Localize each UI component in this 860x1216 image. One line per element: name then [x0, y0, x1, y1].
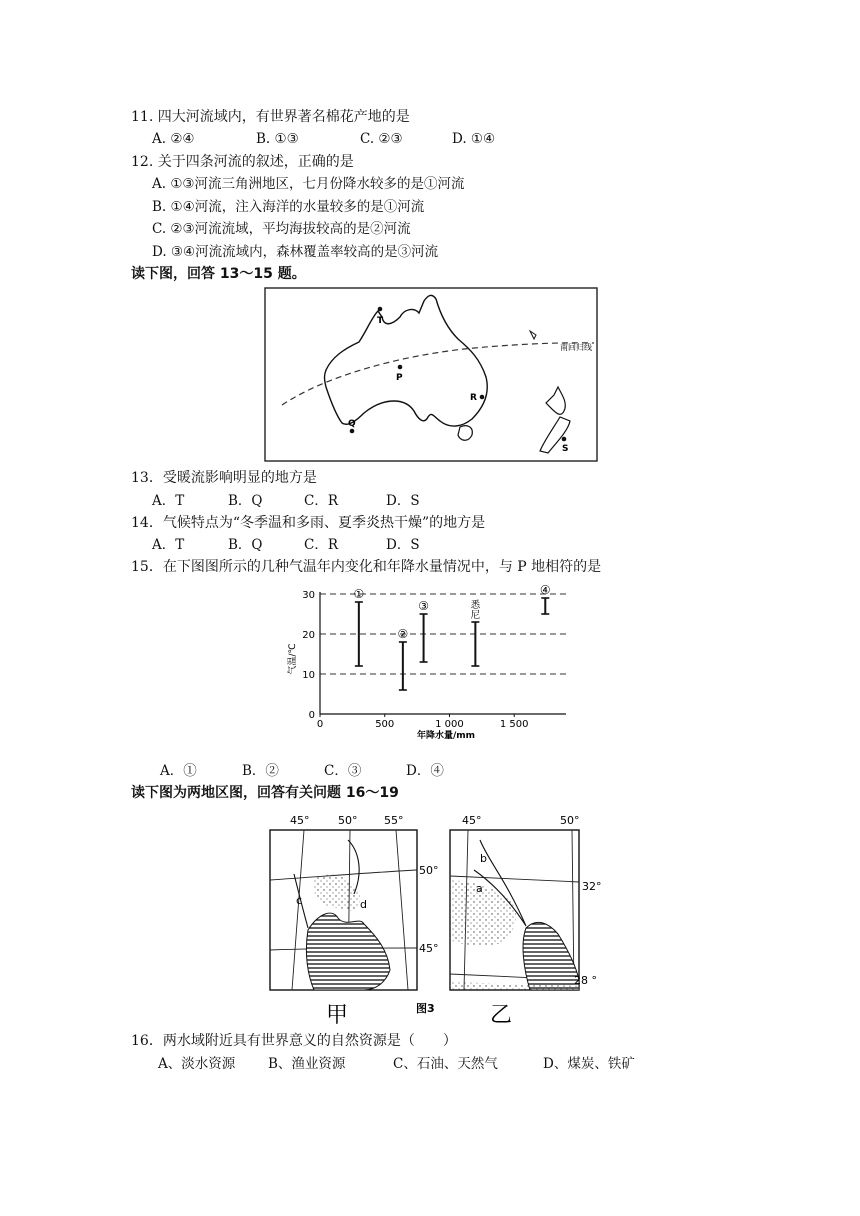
x-tick-label: 0 [316, 719, 324, 730]
point-q-dot [350, 429, 355, 434]
y-tick-label: 30 [302, 590, 315, 601]
climate-range-chart [286, 580, 576, 744]
x-tick-label: 1 000 [435, 719, 464, 730]
chart-grid [320, 594, 566, 674]
series-label-4: 悉 [470, 600, 481, 611]
series-label-3: ③ [418, 599, 429, 613]
q16-stem: 16．两水域附近具有世界意义的自然资源是（ ） [131, 1033, 457, 1049]
q16-options [158, 1055, 635, 1073]
x-tick-label: 1 500 [499, 719, 529, 730]
yi-lat-28: 28 ° [574, 974, 597, 987]
jia-lon-45: 45° [290, 814, 310, 827]
q15-option-b[interactable]: B．② [242, 763, 279, 779]
q14-option-d[interactable]: D．S [386, 537, 420, 553]
q16-option-b[interactable]: B、渔业资源 [268, 1056, 346, 1072]
q14-stem: 14．气候特点为“冬季温和多雨、夏季炎热干燥”的地方是 [131, 515, 486, 531]
point-q-label: Q [348, 419, 356, 429]
map-jia [270, 814, 439, 1026]
point-s-dot [562, 437, 567, 442]
q15-option-c[interactable]: C．③ [324, 763, 362, 779]
q13-stem: 13．受暖流影响明显的地方是 [131, 470, 317, 486]
map-yi [450, 814, 602, 1026]
q11-option-b[interactable]: B. ①③ [256, 131, 299, 147]
q12-option-d[interactable]: D. ③④河流流域内，森林覆盖率较高的是③河流 [152, 244, 439, 260]
jia-label-c: c [296, 894, 303, 907]
q14-option-b[interactable]: B．Q [228, 537, 263, 553]
lead-16-19: 读下图为两地区图，回答有关问题 16～19 [131, 785, 399, 801]
y-tick-label: 0 [308, 710, 315, 721]
chart-ticks [302, 590, 528, 730]
q15-stem: 15．在下图图所示的几种气温年内变化和年降水量情况中，与 P 地相符的是 [131, 559, 602, 575]
australia-map [264, 287, 598, 462]
jia-lon-55: 55° [384, 814, 404, 827]
series-label-4: 尼 [470, 610, 481, 621]
x-tick-label: 500 [375, 719, 395, 730]
tropic-label: 南回归线 [560, 343, 592, 352]
yi-lat-32: 32° [582, 880, 602, 893]
point-p-label: P [396, 373, 403, 383]
q11-option-d[interactable]: D. ①④ [452, 131, 496, 147]
q12-option-a[interactable]: A. ①③河流三角洲地区，七月份降水较多的是①河流 [152, 176, 465, 192]
yi-lon-50: 50° [560, 814, 580, 827]
q13-option-a[interactable]: A．T [152, 493, 185, 509]
q15-option-d[interactable]: D．④ [406, 763, 444, 779]
q13-option-c[interactable]: C．R [304, 493, 338, 509]
q16-option-c[interactable]: C、石油、天然气 [393, 1056, 498, 1072]
jia-lat-45: 45° [419, 942, 439, 955]
y-axis-label: 气温/℃ [288, 643, 298, 675]
yi-label-b: b [480, 852, 487, 865]
x-axis-label: 年降水量/mm [416, 731, 476, 741]
lead-13-15: 读下图，回答 13～15 题。 [131, 266, 306, 282]
q11-option-c[interactable]: C. ②③ [360, 131, 403, 147]
q15-options [160, 762, 444, 780]
q16-option-d[interactable]: D、煤炭、铁矿 [543, 1056, 635, 1072]
series-label-5: ④ [539, 583, 551, 597]
q11-stem: 11. 四大河流域内，有世界著名棉花产地的是 [131, 109, 410, 125]
q15-option-a[interactable]: A．① [160, 763, 197, 779]
jia-lon-50: 50° [338, 814, 358, 827]
figure-label: 图3 [416, 1002, 435, 1015]
q13-option-d[interactable]: D．S [386, 493, 420, 509]
point-p-dot [398, 365, 403, 370]
jia-lat-50: 50° [419, 864, 439, 877]
jia-caption: 甲 [326, 1003, 349, 1026]
q11-option-a[interactable]: A. ②④ [152, 131, 195, 147]
q14-option-c[interactable]: C．R [304, 537, 338, 553]
yi-lon-45: 45° [462, 814, 482, 827]
point-r-dot [480, 395, 485, 400]
q12-stem: 12. 关于四条河流的叙述，正确的是 [131, 154, 354, 170]
yi-caption: 乙 [490, 1003, 513, 1026]
point-t-label: T [377, 316, 384, 326]
q16-option-a[interactable]: A、淡水资源 [158, 1056, 236, 1072]
point-s-label: S [562, 444, 569, 454]
series-label-1: ① [353, 587, 365, 601]
q12-option-b[interactable]: B. ①④河流，注入海洋的水量较多的是①河流 [152, 199, 425, 215]
jia-label-d: d [360, 898, 367, 911]
point-r-label: R [470, 393, 477, 403]
point-t-dot [378, 307, 383, 312]
q13-option-b[interactable]: B．Q [228, 493, 263, 509]
y-tick-label: 20 [302, 630, 315, 641]
q13-options [152, 492, 420, 510]
q14-options [152, 536, 420, 554]
q11-options [152, 130, 495, 148]
yi-label-a: a [476, 882, 483, 895]
two-region-maps [268, 810, 604, 1026]
q14-option-a[interactable]: A．T [152, 537, 185, 553]
series-label-2: ② [397, 627, 409, 641]
y-tick-label: 10 [302, 670, 315, 681]
q12-option-c[interactable]: C. ②③河流流域，平均海拔较高的是②河流 [152, 221, 411, 237]
map-frame [265, 288, 597, 461]
